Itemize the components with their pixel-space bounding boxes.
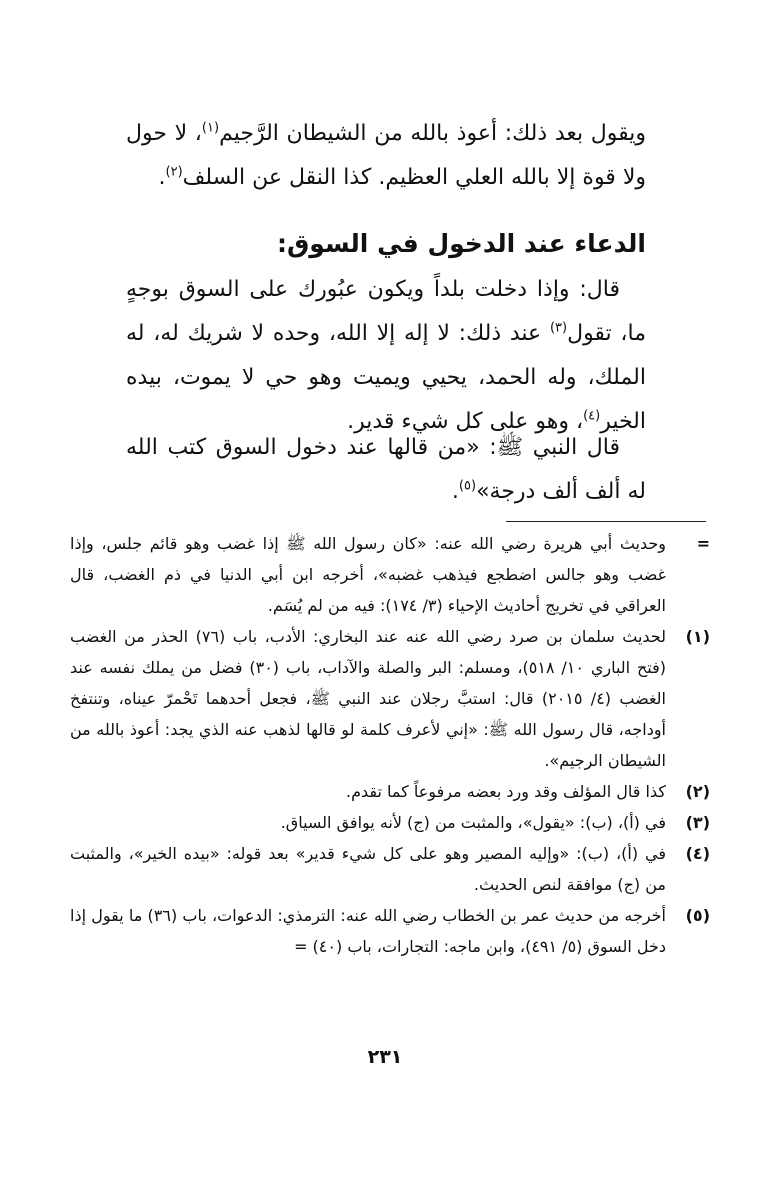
footnote-text: في (أ)، (ب): «وإليه المصير وهو على كل شيء قدير» بعد قوله: «بيده الخير»، والمثبت من (ج) موافقة لنص الحديث. — [70, 844, 666, 894]
page-number: ٢٣١ — [367, 1046, 403, 1068]
paragraph-text: . — [158, 165, 166, 190]
paragraph-text: عند ذلك: لا إله إلا الله، وحده لا شريك له، له الملك، وله الحمد، يحيي ويميت وهو حي لا يموت، بيده الخير — [126, 321, 646, 434]
footnote-marker: (٣) — [685, 813, 710, 832]
footnote-reference: (٤) — [583, 408, 601, 424]
footnote-text: أخرجه من حديث عمر بن الخطاب رضي الله عنه: الترمذي: الدعوات، باب (٣٦) ما يقول إذا دخل السوق (٥/ ٤٩١)، وابن ماجه: التجارات، باب (٤٠) = — [70, 906, 667, 956]
footnote-reference: (٥) — [458, 478, 477, 494]
footnote-separator — [506, 521, 706, 522]
paragraph-seeking-refuge — [126, 112, 646, 200]
paragraph-text: ، وهو على كل شيء قدير. — [347, 409, 584, 434]
footnote-3 — [70, 807, 710, 838]
paragraph-text: قال النبي ﷺ: «من قالها عند دخول السوق كتب الله له ألف ألف درجة» — [126, 435, 646, 504]
paragraph-market-supplication — [126, 268, 646, 444]
footnote-reference: (٣) — [549, 320, 568, 336]
footnote-4 — [70, 838, 710, 900]
footnote-reference: (٢) — [165, 164, 183, 180]
footnote-2 — [70, 776, 710, 807]
footnote-marker: (٢) — [685, 782, 710, 801]
footnote-text: في (أ)، (ب): «يقول»، والمثبت من (ج) لأنه يوافق السياق. — [280, 813, 666, 832]
footnote-continued — [70, 528, 710, 621]
footnotes — [70, 528, 710, 962]
paragraph-text: قال: وإذا دخلت بلداً ويكون عبُورك على السوق بوجهٍ ما، تقول — [126, 277, 647, 346]
footnote-marker: (٤) — [685, 844, 710, 863]
section-heading: الدعاء عند الدخول في السوق: — [276, 229, 646, 258]
footnote-marker: (٥) — [685, 906, 710, 925]
footnote-text: لحديث سلمان بن صرد رضي الله عنه عند البخاري: الأدب، باب (٧٦) الحذر من الغضب (فتح الباري ١٠/ ٥١٨)، ومسلم: البر والصلة والآداب، باب (٣٠) فضل من يملك نفسه عند الغضب (٤/ ٢٠١٥) قال: استبَّ رجلان عند النبي ﷺ، فجعل أحدهما تَحْمرّ عيناه، وتنتفخ أوداجه، قال رسول الله ﷺ: «إني لأعرف كلمة لو قالها لذهب عنه الذي يجد: أعوذ بالله من الشيطان الرجيم». — [70, 627, 667, 770]
paragraph-text: ، لا حول ولا قوة إلا بالله العلي العظيم. كذا النقل عن السلف — [126, 121, 646, 190]
paragraph-text: . — [451, 479, 459, 504]
footnote-reference: (١) — [201, 120, 220, 136]
paragraph-hadith — [126, 426, 646, 514]
paragraph-text: ويقول بعد ذلك: أعوذ بالله من الشيطان الرَّجيم — [219, 121, 646, 146]
footnote-text: كذا قال المؤلف وقد ورد بعضه مرفوعاً كما تقدم. — [346, 782, 666, 801]
footnote-marker: (١) — [685, 627, 710, 646]
footnote-1 — [70, 621, 710, 776]
footnote-text: وحديث أبي هريرة رضي الله عنه: «كان رسول الله ﷺ إذا غضب وهو قائم جلس، وإذا غضب وهو جالس اضطجع فيذهب غضبه»، أخرجه ابن أبي الدنيا في ذم الغضب، قال العراقي في تخريج أحاديث الإحياء (٣/ ١٧٤): فيه من لم يُسَم. — [70, 534, 666, 615]
footnote-marker: = — [696, 534, 710, 553]
footnote-5 — [70, 900, 710, 962]
